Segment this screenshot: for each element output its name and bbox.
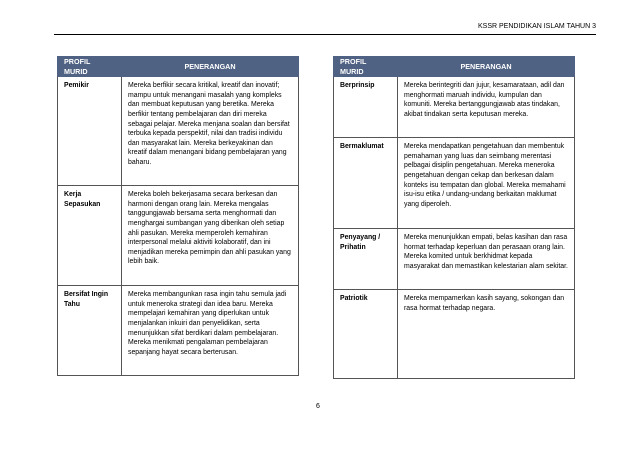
table-row (58, 77, 299, 186)
profile-name: Patriotik (334, 290, 398, 379)
profile-description: Mereka mendapatkan pengetahuan dan membentuk pemahaman yang luas dan seimbang merentasi pelbagai disiplin pengetahuan. Mereka meneroka pengetahuan dengan cekap dan berkesan dalam konteks isu tempatan dan global. Mereka memahami isu-isu etika / undang-undang berkaitan maklumat yang diperoleh. (398, 138, 575, 229)
table-row (58, 186, 299, 286)
profile-name: Kerja Sepasukan (58, 186, 122, 286)
profile-description: Mereka berintegriti dan jujur, kesamarataan, adil dan menghormati maruah individu, kumpulan dan komuniti. Mereka bertanggungjawab atas tindakan, akibat tindakan serta keputusan mereka. (398, 77, 575, 138)
profile-description: Mereka mempamerkan kasih sayang, sokongan dan rasa hormat terhadap negara. (398, 290, 575, 379)
page-number: 6 (316, 403, 320, 410)
profile-name: Bersifat Ingin Tahu (58, 286, 122, 376)
column-header-description: PENERANGAN (122, 57, 299, 77)
column-header-profile: PROFIL MURID (58, 57, 122, 77)
table-header-row (334, 57, 575, 77)
header-divider (54, 34, 596, 35)
profile-description: Mereka berfikir secara kritikal, kreatif dan inovatif; mampu untuk menangani masalah yang kompleks dan membuat keputusan yang beretika. Mereka berfikir tentang pembelajaran dan diri mereka sebagai pelajar. Mereka menjana soalan dan bersifat terbuka kepada perspektif, nilai dan tradisi individu dan masyarakat lain. Mereka berkeyakinan dan kreatif dalam menangani bidang pembelajaran yang baharu. (122, 77, 299, 186)
table-row (334, 290, 575, 379)
profile-name: Pemikir (58, 77, 122, 186)
profile-description: Mereka menunjukkan empati, belas kasihan dan rasa hormat terhadap keperluan dan perasaan orang lain. Mereka komited untuk berkhidmat kepada masyarakat dan memastikan kelestarian alam sekitar. (398, 229, 575, 290)
profile-name: Penyayang / Prihatin (334, 229, 398, 290)
table-header-row (58, 57, 299, 77)
column-header-profile: PROFIL MURID (334, 57, 398, 77)
profile-description: Mereka membangunkan rasa ingin tahu semula jadi untuk meneroka strategi dan idea baru. Mereka mempelajari kemahiran yang diperlukan untuk menjalankan inkuiri dan penyelidikan, serta menunjukkan sifat berdikari dalam pembelajaran. Mereka menikmati pengalaman pembelajaran sepanjang hayat secara berterusan. (122, 286, 299, 376)
profile-name: Bermaklumat (334, 138, 398, 229)
table-row (58, 286, 299, 376)
table-row (334, 229, 575, 290)
document-header: KSSR PENDIDIKAN ISLAM TAHUN 3 (478, 23, 596, 30)
column-header-description: PENERANGAN (398, 57, 575, 77)
profile-table-right (333, 56, 575, 379)
table-row (334, 138, 575, 229)
profile-table-left (57, 56, 299, 376)
profile-description: Mereka boleh bekerjasama secara berkesan dan harmoni dengan orang lain. Mereka mengalas tanggungjawab bersama serta menghormati dan menghargai sumbangan yang diberikan oleh setiap ahli pasukan. Mereka memperoleh kemahiran interpersonal melalui aktiviti kolaboratif, dan ini menjadikan mereka pemimpin dan ahli pasukan yang lebih baik. (122, 186, 299, 286)
profile-name: Berprinsip (334, 77, 398, 138)
table-row (334, 77, 575, 138)
